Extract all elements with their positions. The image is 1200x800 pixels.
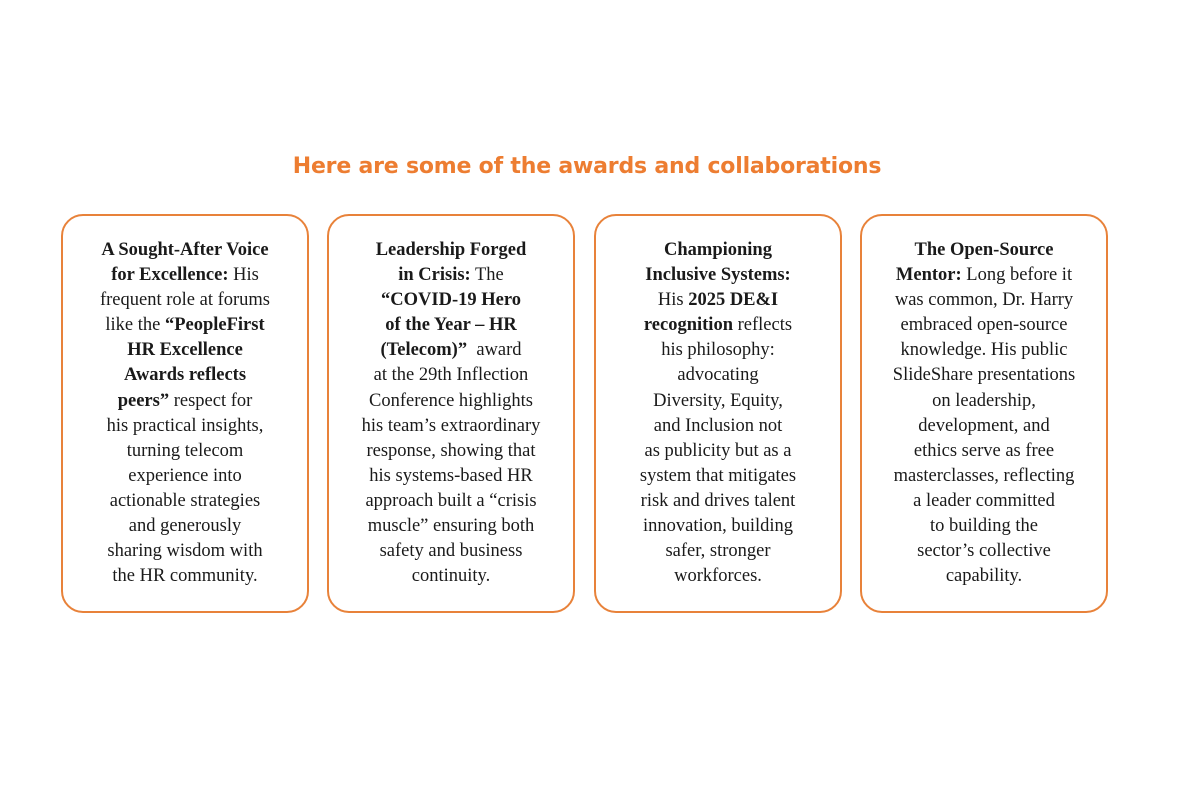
card-text-line (69, 464, 301, 489)
card-text-line (335, 338, 567, 363)
card-body-text: advocating (677, 365, 759, 386)
award-card-open-source-mentor (860, 214, 1108, 613)
card-body-text: approach built a “crisis (365, 490, 537, 511)
card-bold-text: peers” (117, 390, 170, 411)
card-body-text: the HR community. (112, 566, 258, 587)
card-body-text: as publicity but as a (644, 440, 792, 461)
card-body-text: actionable strategies (109, 490, 261, 511)
card-text-line (868, 514, 1100, 539)
card-body-text: muscle” ensuring both (367, 516, 535, 537)
card-body-text: continuity. (411, 566, 491, 587)
card-text-line (69, 238, 301, 263)
card-text-line (602, 313, 834, 338)
card-bold-text: recognition (643, 315, 733, 336)
card-body-text: his systems-based HR (369, 465, 533, 486)
card-body-text: and Inclusion not (653, 415, 783, 436)
card-text-line (335, 464, 567, 489)
card-bold-text: in Crisis: (398, 265, 471, 286)
card-text-line (69, 288, 301, 313)
card-body-text: ethics serve as free (913, 440, 1055, 461)
card-body-text: Diversity, Equity, (653, 390, 783, 411)
card-text-line (868, 238, 1100, 263)
card-text-line (602, 389, 834, 414)
award-card-crisis-leadership (327, 214, 575, 613)
card-text-line (69, 263, 301, 288)
card-body-text: risk and drives talent (640, 490, 796, 511)
card-text-line (69, 414, 301, 439)
card-text-line (868, 263, 1100, 288)
card-text-line (868, 439, 1100, 464)
card-body-text: SlideShare presentations (892, 365, 1076, 386)
card-text-line (868, 414, 1100, 439)
card-body-text: innovation, building (642, 516, 794, 537)
card-body-text: Conference highlights (369, 390, 533, 411)
card-text-line (335, 514, 567, 539)
card-body-text: embraced open-source (900, 315, 1068, 336)
award-card-excellence-voice (61, 214, 309, 613)
card-text-line (602, 464, 834, 489)
card-text-line (69, 564, 301, 589)
card-text-line (69, 363, 301, 388)
card-bold-text: Championing (664, 240, 772, 260)
card-text-line (335, 539, 567, 564)
card-body-text: sector’s collective (917, 541, 1051, 562)
card-body-text: was common, Dr. Harry (894, 290, 1074, 311)
card-bold-text: The Open-Source (914, 240, 1054, 260)
card-text-line (69, 514, 301, 539)
card-text-line (868, 464, 1100, 489)
card-body-text: and generously (128, 516, 242, 537)
card-text-line (602, 539, 834, 564)
card-body-text: The (470, 265, 504, 286)
card-text-line (602, 489, 834, 514)
card-bold-text: “COVID-19 Hero (381, 290, 521, 311)
card-text-line (602, 338, 834, 363)
card-body-text: at the 29th Inflection (373, 365, 529, 386)
card-body-text: respect for (169, 390, 253, 411)
card-text-line (602, 564, 834, 589)
award-card-inclusive-systems (594, 214, 842, 613)
card-text-line (602, 263, 834, 288)
card-body-text: His (657, 290, 689, 311)
card-body-text: turning telecom (126, 440, 244, 461)
card-text-line (868, 564, 1100, 589)
card-text-line (868, 489, 1100, 514)
card-body-text: a leader committed (913, 490, 1055, 511)
card-body-text: knowledge. His public (900, 340, 1068, 361)
card-text-line (335, 564, 567, 589)
card-body-text: experience into (128, 465, 242, 486)
card-bold-text: “PeopleFirst (164, 315, 265, 336)
card-bold-text: Mentor: (895, 265, 962, 286)
card-body-text: safer, stronger (665, 541, 771, 562)
card-text-line (335, 414, 567, 439)
card-bold-text: Inclusive Systems: (645, 265, 791, 286)
card-bold-text: of the Year – HR (385, 315, 517, 336)
card-text-line (335, 389, 567, 414)
card-body-text: award (467, 340, 522, 361)
card-text-line (602, 514, 834, 539)
card-body-text: response, showing that (366, 440, 536, 461)
card-bold-text: Leadership Forged (375, 240, 527, 260)
card-body-text: reflects (733, 315, 793, 336)
card-body-text: capability. (945, 566, 1023, 587)
card-text-line (868, 363, 1100, 388)
card-body-text: his practical insights, (106, 415, 264, 436)
card-text-line (868, 338, 1100, 363)
card-bold-text: HR Excellence (127, 340, 243, 361)
card-text-line (335, 263, 567, 288)
card-body-text: development, and (918, 415, 1050, 436)
card-body-text: system that mitigates (639, 465, 797, 486)
card-text-line (868, 288, 1100, 313)
card-text-line (868, 313, 1100, 338)
card-text-line (602, 238, 834, 263)
card-text-line (335, 489, 567, 514)
card-bold-text: (Telecom)” (380, 340, 468, 361)
card-text-line (69, 389, 301, 414)
card-text-line (335, 363, 567, 388)
card-text-line (69, 313, 301, 338)
card-text-line (335, 439, 567, 464)
section-heading: Here are some of the awards and collaborations (292, 154, 882, 179)
card-body-text: workforces. (674, 566, 762, 587)
card-body-text: like the (105, 315, 165, 336)
card-body-text: His (228, 265, 259, 286)
card-text-line (69, 338, 301, 363)
card-text-line (868, 389, 1100, 414)
card-text-line (602, 414, 834, 439)
card-bold-text: for Excellence: (111, 265, 229, 286)
card-bold-text: A Sought-After Voice (101, 240, 269, 260)
card-text-line (335, 288, 567, 313)
card-text-line (69, 489, 301, 514)
card-body-text: his team’s extraordinary (361, 415, 541, 436)
card-body-text: to building the (930, 516, 1038, 537)
card-text-line (335, 238, 567, 263)
card-text-line (602, 288, 834, 313)
card-text-line (69, 539, 301, 564)
card-body-text: his philosophy: (661, 340, 775, 361)
card-body-text: Long before it (961, 265, 1073, 286)
card-body-text: frequent role at forums (99, 290, 271, 311)
card-text-line (335, 313, 567, 338)
card-text-line (602, 439, 834, 464)
card-body-text: on leadership, (932, 390, 1036, 411)
card-text-line (868, 539, 1100, 564)
card-text-line (69, 439, 301, 464)
card-body-text: masterclasses, reflecting (893, 465, 1075, 486)
card-body-text: safety and business (379, 541, 523, 562)
card-bold-text: Awards reflects (123, 365, 247, 386)
card-body-text: sharing wisdom with (107, 541, 263, 562)
card-text-line (602, 363, 834, 388)
card-bold-text: 2025 DE&I (688, 290, 779, 311)
